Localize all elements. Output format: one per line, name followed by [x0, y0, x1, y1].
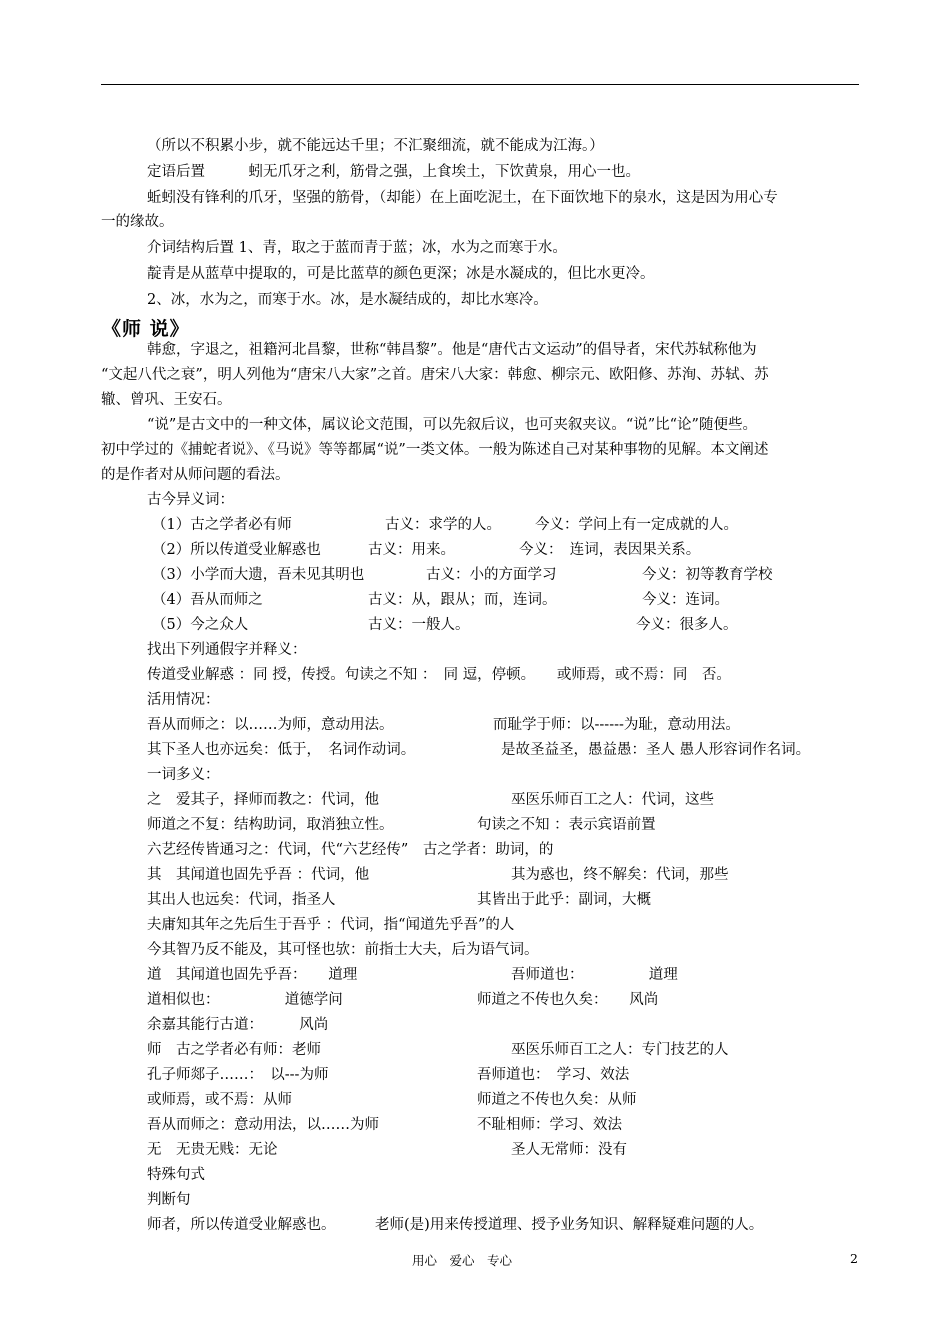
- gujin-example: （5）今之众人: [152, 617, 249, 633]
- paragraph-line: 定语后置 蚓无爪牙之利，筋骨之强，上食埃土，下饮黄泉，用心一也。: [147, 164, 640, 180]
- paragraph-line: 介词结构后置 1、青，取之于蓝而青于蓝；冰，水为之而寒于水。: [147, 240, 567, 256]
- duoyi-left: 孔子师郯子……： 以---为师: [147, 1067, 329, 1083]
- duoyi-left: 今其智乃反不能及，其可怪也欤：前指士大夫，后为语气词。: [147, 942, 539, 958]
- paragraph-line: （所以不积累小步，就不能远达千里；不汇聚细流，就不能成为江海。）: [147, 138, 604, 154]
- paragraph-line: 韩愈，字退之，祖籍河北昌黎，世称“韩昌黎”。他是“唐代古文运动”的倡导者，宋代苏轼称他为: [147, 342, 757, 358]
- panduan-translation: 老师(是)用来传授道理、授予业务知识、解释疑难问题的人。: [375, 1217, 764, 1233]
- duoyi-right: 其为惑也，终不解矣：代词，那些: [511, 867, 729, 883]
- duoyi-right: 巫医乐师百工之人：代词，这些: [511, 792, 714, 808]
- gujin-ancient: 古义：一般人。: [368, 617, 470, 633]
- duoyi-left: 其 其闻道也固先乎吾 ：代词，他: [147, 867, 370, 883]
- duoyi-left: 师 古之学者必有师：老师: [147, 1042, 321, 1058]
- duoyi-left: 之 爱其子，择师而教之：代词，他: [147, 792, 379, 808]
- duoyi-right: 句读之不知 ：表示宾语前置: [477, 817, 656, 833]
- subheading: 判断句: [147, 1192, 191, 1208]
- paragraph-line: 的是作者对从师问题的看法。: [101, 467, 290, 483]
- duoyi-left: 其出人也远矣：代词，指圣人: [147, 892, 336, 908]
- paragraph-line: 传道受业解惑 ：同 授，传授。句读之不知 ： 同 逗，停顿。 或师焉，或不焉：同 否。: [147, 667, 731, 683]
- huoyong-left: 吾从而师之：以……为师，意动用法。: [147, 717, 394, 733]
- gujin-ancient: 古义：求学的人。: [385, 517, 501, 533]
- duoyi-right: 不耻相师：学习、效法: [477, 1117, 622, 1133]
- paragraph-line: 蚯蚓没有锋利的爪牙，坚强的筋骨，（却能）在上面吃泥土，在下面饮地下的泉水，这是因为用心专: [147, 190, 778, 206]
- paragraph-line: 一的缘故。: [101, 214, 174, 230]
- subheading: 古今异义词：: [147, 492, 234, 508]
- duoyi-left: 无 无贵无贱：无论: [147, 1142, 278, 1158]
- gujin-modern: 今义：学问上有一定成就的人。: [535, 517, 738, 533]
- subheading: 活用情况：: [147, 692, 220, 708]
- panduan-example: 师者，所以传道受业解惑也。: [147, 1217, 336, 1233]
- subheading: 一词多义：: [147, 767, 220, 783]
- duoyi-left: 吾从而师之：意动用法，以……为师: [147, 1117, 379, 1133]
- duoyi-right: 吾师道也： 道理: [511, 967, 678, 983]
- gujin-ancient: 古义：从，跟从；而，连词。: [368, 592, 557, 608]
- gujin-modern: 今义：连词。: [642, 592, 729, 608]
- duoyi-left: 夫庸知其年之先后生于吾乎 ：代词，指“闻道先乎吾”的人: [147, 917, 515, 933]
- duoyi-left: 余嘉其能行古道： 风尚: [147, 1017, 329, 1033]
- paragraph-line: “说”是古文中的一种文体，属议论文范围，可以先叙后议，也可夹叙夹议。“说”比“论”随便些。: [147, 417, 757, 433]
- gujin-example: （3）小学而大遗，吾未见其明也: [152, 567, 365, 583]
- huoyong-right: 是故圣益圣，愚益愚：圣人 愚人形容词作名词。: [501, 742, 811, 758]
- gujin-modern: 今义：很多人。: [636, 617, 738, 633]
- paragraph-line: “文起八代之衰”，明人列他为“唐宋八大家”之首。唐宋八大家：韩愈、柳宗元、欧阳修、苏洵、苏轼、苏: [101, 367, 769, 383]
- gujin-example: （2）所以传道受业解惑也: [152, 542, 321, 558]
- duoyi-right: 其皆出于此乎：副词，大概: [477, 892, 651, 908]
- gujin-modern: 今义： 连词，表因果关系。: [519, 542, 701, 558]
- gujin-example: （1）古之学者必有师: [152, 517, 292, 533]
- subheading: 找出下列通假字并释义：: [147, 642, 307, 658]
- duoyi-left: 师道之不复：结构助词，取消独立性。: [147, 817, 394, 833]
- gujin-modern: 今义：初等教育学校: [642, 567, 773, 583]
- paragraph-line: 2、冰，水为之，而寒于水。冰，是水凝结成的，却比水寒冷。: [147, 292, 548, 308]
- gujin-ancient: 古义：用来。: [368, 542, 455, 558]
- section-title: 《师 说》: [102, 318, 190, 340]
- duoyi-right: 师道之不传也久矣：从师: [477, 1092, 637, 1108]
- gujin-ancient: 古义：小的方面学习: [426, 567, 557, 583]
- footer-motto: 用心 爱心 专心: [412, 1253, 513, 1268]
- duoyi-right: 巫医乐师百工之人：专门技艺的人: [511, 1042, 729, 1058]
- subheading: 特殊句式: [147, 1167, 205, 1183]
- duoyi-right: 圣人无常师：没有: [511, 1142, 627, 1158]
- duoyi-right: 师道之不传也久矣： 风尚: [477, 992, 659, 1008]
- huoyong-left: 其下圣人也亦远矣：低于， 名词作动词。: [147, 742, 416, 758]
- paragraph-line: 靛青是从蓝草中提取的，可是比蓝草的颜色更深；冰是水凝成的，但比水更冷。: [147, 266, 655, 282]
- page-number: 2: [850, 1251, 858, 1266]
- paragraph-line: 辙、曾巩、王安石。: [101, 392, 232, 408]
- huoyong-right: 而耻学于师：以------为耻，意动用法。: [493, 717, 740, 733]
- duoyi-right: 吾师道也： 学习、效法: [477, 1067, 630, 1083]
- duoyi-left: 道 其闻道也固先乎吾： 道理: [147, 967, 358, 983]
- duoyi-left: 道相似也： 道德学问: [147, 992, 343, 1008]
- duoyi-left: 六艺经传皆通习之：代词，代“六艺经传” 古之学者：助词，的: [147, 842, 554, 858]
- gujin-example: （4）吾从而师之: [152, 592, 263, 608]
- header-rule: [101, 84, 859, 85]
- duoyi-left: 或师焉，或不焉：从师: [147, 1092, 292, 1108]
- paragraph-line: 初中学过的《捕蛇者说》、《马说》等等都属“说”一类文体。一般为陈述自己对某种事物的见解。本文阐述: [101, 442, 769, 458]
